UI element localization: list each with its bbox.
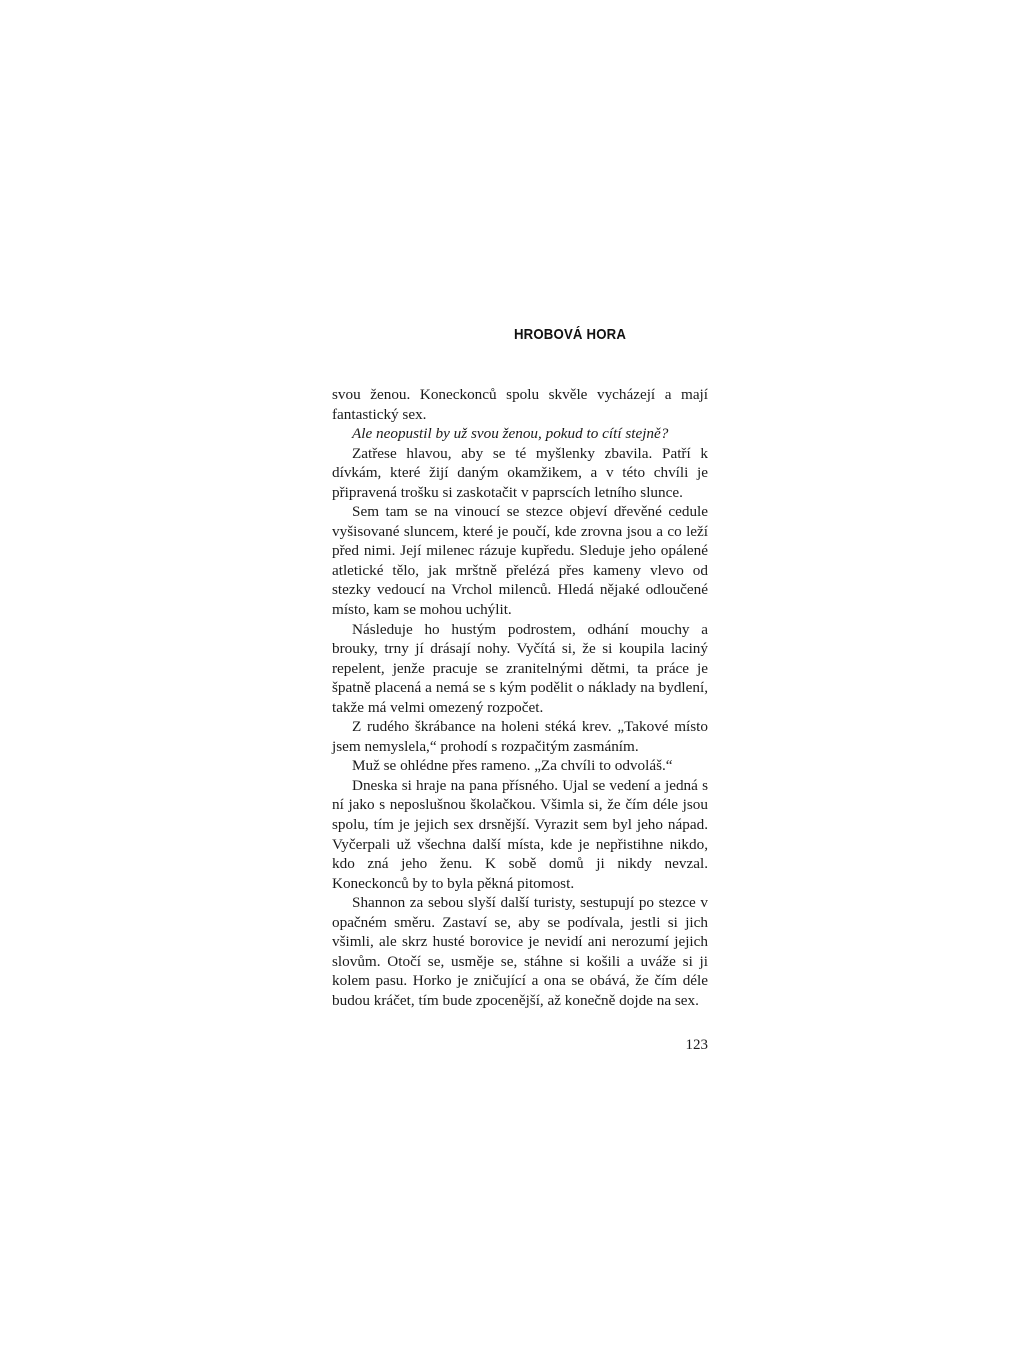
body-text xyxy=(332,385,708,1011)
paragraph: svou ženou. Koneckonců spolu skvěle vycházejí a mají fantastický sex. xyxy=(332,386,708,423)
paragraph-italic: Ale neopustil by už svou ženou, pokud to cítí stejně? xyxy=(352,425,669,443)
paragraph: Sem tam se na vinoucí se stezce objeví dřevěné cedule vyšisované sluncem, které je poučí, kde zrovna jsou a co leží před nimi. Její milenec rázuje kupředu. Sleduje jeho opálené atletické tělo, jak mrštně přelézá přes kameny vlevo od stezky vedoucí na Vrchol milenců. Hledá nějaké odloučené místo, kam se mohou uchýlit. xyxy=(332,503,708,619)
paragraph: Zatřese hlavou, aby se té myšlenky zbavila. Patří k dívkám, které žijí daným okamžikem, a v této chvíli je připravená trošku si zaskotačit v paprscích letního slunce. xyxy=(332,444,708,501)
paragraph: Shannon za sebou slyší další turisty, sestupují po stezce v opačném směru. Zastaví se, aby se podívala, jestli si jich všimli, ale skrz husté borovice je nevidí ani nerozumí jejich slovům. Otočí se, usměje se, stáhne si košili a uváže si ji kolem pasu. Horko je zničující a ona se obává, že čím déle budou kráčet, tím bude zpocenější, až konečně dojde na sex. xyxy=(332,894,708,1009)
paragraph: Muž se ohlédne přes rameno. „Za chvíli to odvoláš.“ xyxy=(352,757,673,775)
paragraph: Dneska si hraje na pana přísného. Ujal se vedení a jedná s ní jako s neposlušnou školačkou. Všimla si, že čím déle jsou spolu, tím je jejich sex drsnější. Vyrazit sem byl jeho nápad. Vyčerpali už všechna další místa, kde je nepřistihne nikdo, kdo zná jeho ženu. K sobě domů ji nikdy nevzal. Koneckonců by to byla pěkná pitomost. xyxy=(332,776,708,892)
paragraph: Z rudého škrábance na holeni stéká krev. „Takové místo jsem nemyslela,“ prohodí s rozpačitým zasmáním. xyxy=(332,718,708,755)
running-head: HROBOVÁ HORA xyxy=(513,326,627,343)
paragraph: Následuje ho hustým podrostem, odhání mouchy a brouky, trny jí drásají nohy. Vyčítá si, že si koupila laciný repelent, jenže pracuje se zranitelnými dětmi, ta práce je špatně placená a nemá se s kým podělit o náklady na bydlení, takže má velmi omezený rozpočet. xyxy=(332,620,708,716)
page-number: 123 xyxy=(685,1037,708,1053)
